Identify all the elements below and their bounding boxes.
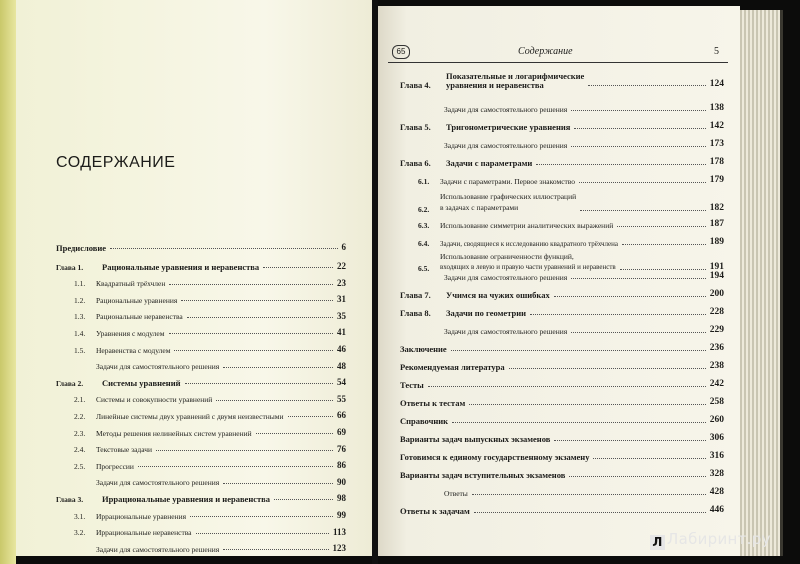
book-edge (0, 0, 16, 564)
toc-entry-section-3-2[interactable]: 3.2. Иррациональные неравенства 113 (74, 526, 346, 538)
toc-entry-section-2-2[interactable]: 2.2. Линейные системы двух уравнений с двумя неизвестными 66 (74, 410, 346, 421)
toc-entry-chapter-8[interactable]: Глава 8. Задачи по геометрии 228 (400, 307, 724, 318)
toc-entry-chapter-6[interactable]: Глава 6. Задачи с параметрами 178 (400, 157, 724, 168)
toc-entry-section-6-3[interactable]: 6.3. Использование симметрии аналитических выражений 187 (418, 219, 724, 230)
toc-entry-section-2-1[interactable]: 2.1. Системы и совокупности уравнений 55 (74, 393, 346, 405)
toc-entry-exercises-6[interactable]: Задачи для самостоятельного решения 194 (444, 271, 724, 282)
toc-entry-conclusion[interactable]: Заключение 236 (400, 343, 724, 354)
running-head-title: Содержание (518, 46, 573, 57)
labirint-logo-icon: Л (650, 535, 665, 550)
toc-entry-section-1-2[interactable]: 1.2. Рациональные уравнения 31 (74, 294, 346, 305)
toc-entry-section-2-4[interactable]: 2.4. Текстовые задачи 76 (74, 443, 346, 455)
toc-entry-exercises-5[interactable]: Задачи для самостоятельного решения 173 (444, 139, 724, 150)
page-number: 5 (714, 46, 719, 57)
toc-entry-section-6-5[interactable]: 6.5. Использование ограниченности функций, входящих в левую и правую части уравнений и неравенств 191 (418, 252, 724, 274)
toc-entry-section-2-5[interactable]: 2.5. Прогрессии 86 (74, 460, 346, 471)
toc-entry-section-3-1[interactable]: 3.1. Иррациональные уравнения 99 (74, 510, 346, 521)
watermark-text: Лабиринт.ру (667, 530, 771, 548)
toc-entry-section-6-1[interactable]: 6.1. Задачи с параметрами. Первое знакомство 179 (418, 175, 724, 186)
toc-entry-ege-prep[interactable]: Готовимся к единому государственному экзамену 316 (400, 451, 724, 462)
toc-entry-chapter-2[interactable]: Глава 2. Системы уравнений 54 (56, 377, 346, 388)
left-page (16, 0, 372, 556)
toc-entry-section-1-5[interactable]: 1.5. Неравенства с модулем 46 (74, 344, 346, 355)
toc-entry-test-answers[interactable]: Ответы к тестам 258 (400, 397, 724, 408)
watermark (650, 530, 771, 550)
toc-entry-exercises-1[interactable]: Задачи для самостоятельного решения 48 (96, 360, 346, 372)
toc-entry-exercises-8[interactable]: Задачи для самостоятельного решения 229 (444, 325, 724, 336)
toc-entry-preface[interactable]: Предисловие 6 (56, 242, 346, 253)
toc-entry-chapter-7[interactable]: Глава 7. Учимся на чужих ошибках 200 (400, 289, 724, 300)
toc-entry-chapter-5[interactable]: Глава 5. Тригонометрические уравнения 142 (400, 121, 724, 132)
toc-entry-answers[interactable]: Ответы 428 (444, 487, 724, 498)
toc-entry-tests[interactable]: Тесты 242 (400, 379, 724, 390)
toc-entry-exercises-4[interactable]: Задачи для самостоятельного решения 138 (444, 103, 724, 114)
page-stack (740, 10, 783, 556)
toc-entry-section-2-3[interactable]: 2.3. Методы решения нелинейных систем уравнений 69 (74, 427, 346, 438)
toc-entry-section-6-2[interactable]: 6.2. Использование графических иллюстраций в задачах с параметрами 182 (418, 192, 724, 214)
toc-entry-final-exams[interactable]: Варианты задач выпускных экзаменов 306 (400, 433, 724, 444)
toc-entry-section-1-1[interactable]: 1.1. Квадратный трёхчлен 23 (74, 277, 346, 289)
toc-entry-exercises-3[interactable]: Задачи для самостоятельного решения 123 (96, 543, 346, 554)
toc-heading: СОДЕРЖАНИЕ (56, 154, 176, 171)
toc-entry-section-1-3[interactable]: 1.3. Рациональные неравенства 35 (74, 310, 346, 322)
toc-entry-exercises-2[interactable]: Задачи для самостоятельного решения 90 (96, 476, 346, 488)
publisher-logo-icon: 65 (392, 45, 410, 59)
toc-entry-chapter-4[interactable]: Глава 4. Показательные и логарифмические уравнения и неравенства 124 (400, 71, 724, 90)
toc-entry-chapter-3[interactable]: Глава 3. Иррациональные уравнения и неравенства 98 (56, 493, 346, 504)
toc-entry-chapter-1[interactable]: Глава 1. Рациональные уравнения и неравенства 22 (56, 261, 346, 272)
running-head-rule (388, 62, 728, 63)
toc-entry-reference-guide[interactable]: Справочник 260 (400, 415, 724, 426)
toc-entry-section-6-4[interactable]: 6.4. Задачи, сводящиеся к исследованию квадратного трёхчлена 189 (418, 237, 724, 248)
toc-entry-section-1-4[interactable]: 1.4. Уравнения с модулем 41 (74, 327, 346, 338)
toc-entry-problem-answers[interactable]: Ответы к задачам 446 (400, 505, 724, 516)
toc-entry-references[interactable]: Рекомендуемая литература 238 (400, 361, 724, 372)
toc-entry-entrance-exams[interactable]: Варианты задач вступительных экзаменов 328 (400, 469, 724, 480)
right-page (378, 6, 740, 556)
